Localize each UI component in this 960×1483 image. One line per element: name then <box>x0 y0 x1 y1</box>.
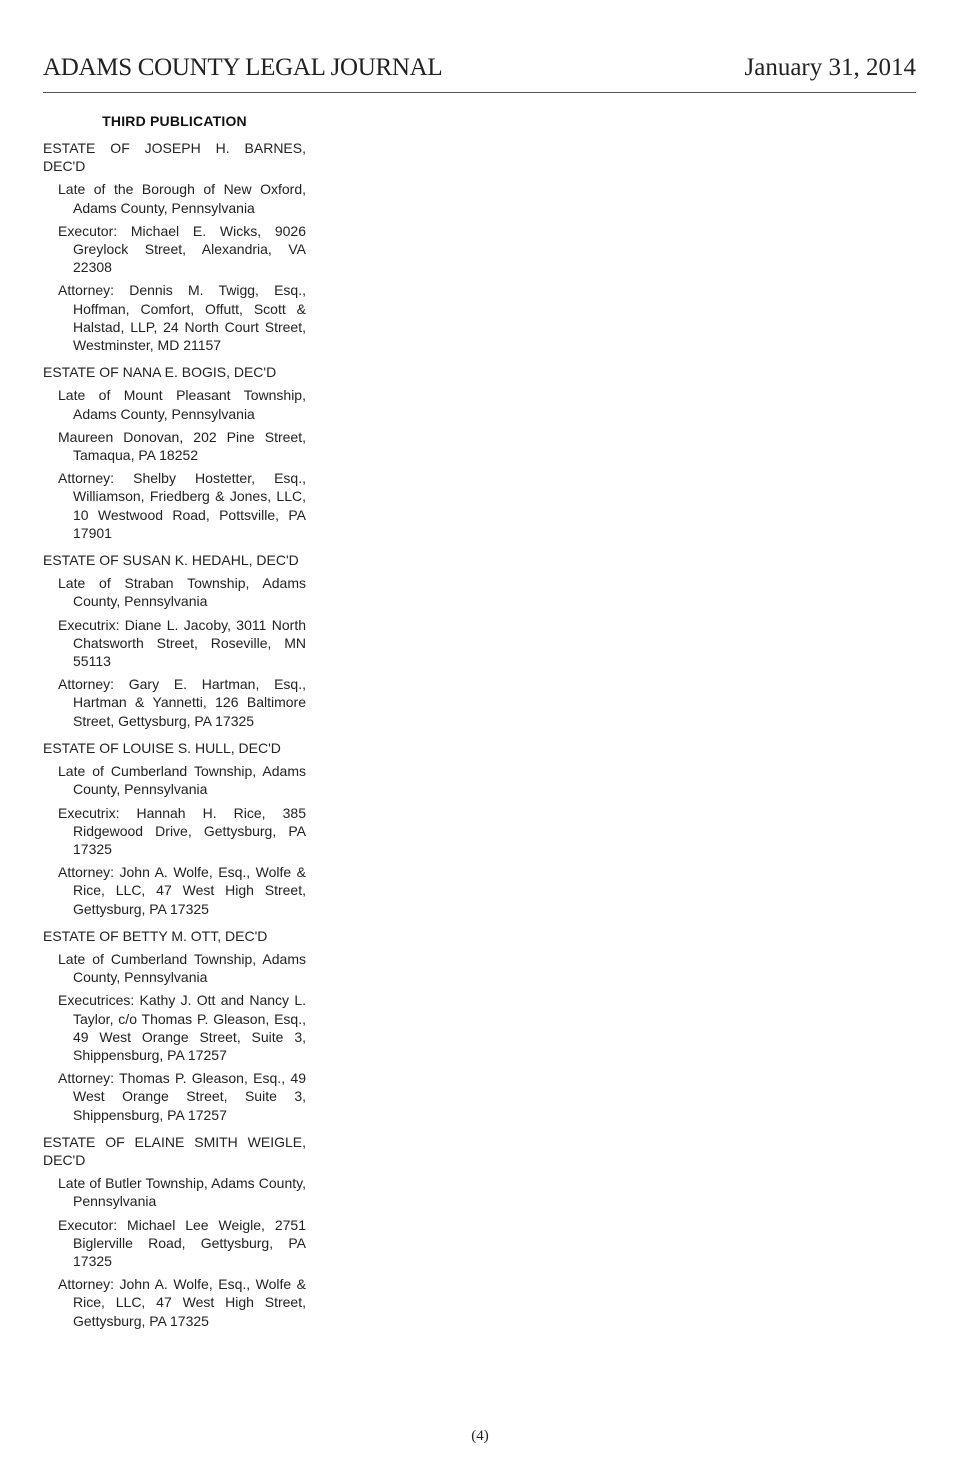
estate-attorney: Attorney: Shelby Hostetter, Esq., Williamson, Friedberg & Jones, LLC, 10 Westwood Road, Pottsville, PA 17901 <box>58 470 306 541</box>
journal-title: ADAMS COUNTY LEGAL JOURNAL <box>43 54 443 81</box>
estate-name: ESTATE OF LOUISE S. HULL, DEC'D <box>43 739 281 756</box>
estate-residence: Late of the Borough of New Oxford, Adams County, Pennsylvania <box>58 181 306 216</box>
estate-name: ESTATE OF NANA E. BOGIS, DEC'D <box>43 364 277 381</box>
estate-notice <box>43 927 306 1124</box>
page-header <box>43 54 916 93</box>
estate-representative: Maureen Donovan, 202 Pine Street, Tamaqua, PA 18252 <box>58 428 306 464</box>
estate-residence: Late of Mount Pleasant Township, Adams County, Pennsylvania <box>58 387 306 422</box>
estate-representative: Executrix: Diane L. Jacoby, 3011 North Chatsworth Street, Roseville, MN 55113 <box>58 616 306 670</box>
estate-notice <box>43 739 306 918</box>
estate-name: ESTATE OF SUSAN K. HEDAHL, DEC'D <box>43 552 299 569</box>
estate-attorney: Attorney: John A. Wolfe, Esq., Wolfe & Rice, LLC, 47 West High Street, Gettysburg, PA 17325 <box>58 864 306 917</box>
estate-attorney: Attorney: Thomas P. Gleason, Esq., 49 West Orange Street, Suite 3, Shippensburg, PA 17257 <box>58 1070 306 1123</box>
estate-residence: Late of Cumberland Township, Adams County, Pennsylvania <box>58 763 306 798</box>
estate-residence: Late of Butler Township, Adams County, Pennsylvania <box>58 1175 306 1210</box>
estate-attorney: Attorney: Gary E. Hartman, Esq., Hartman & Yannetti, 126 Baltimore Street, Gettysburg, PA 17325 <box>58 676 306 729</box>
estate-residence: Late of Cumberland Township, Adams County, Pennsylvania <box>58 950 306 986</box>
estate-notice <box>43 139 306 354</box>
issue-date: January 31, 2014 <box>744 54 916 81</box>
estate-name: ESTATE OF JOSEPH H. BARNES, DEC'D <box>43 140 306 175</box>
page-number: (4) <box>471 1428 489 1444</box>
estate-name: ESTATE OF BETTY M. OTT, DEC'D <box>43 927 268 944</box>
estate-notice <box>43 551 306 730</box>
estate-representative: Executrices: Kathy J. Ott and Nancy L. Taylor, c/o Thomas P. Gleason, Esq., 49 West Orange Street, Suite 3, Shippensburg, PA 17257 <box>58 992 306 1063</box>
estate-representative: Executor: Michael E. Wicks, 9026 Greylock Street, Alexandria, VA 22308 <box>58 222 306 276</box>
estate-notice <box>43 363 306 542</box>
estate-attorney: Attorney: Dennis M. Twigg, Esq., Hoffman, Comfort, Offutt, Scott & Halstad, LLP, 24 North Court Street, Westminster, MD 21157 <box>58 282 306 354</box>
estate-representative: Executor: Michael Lee Weigle, 2751 Biglerville Road, Gettysburg, PA 17325 <box>58 1216 306 1269</box>
notice-column <box>43 113 306 1339</box>
estate-name: ESTATE OF ELAINE SMITH WEIGLE, DEC'D <box>43 1133 306 1168</box>
estate-residence: Late of Straban Township, Adams County, Pennsylvania <box>58 575 306 610</box>
section-heading: THIRD PUBLICATION <box>102 113 247 129</box>
estate-notice <box>43 1133 306 1330</box>
estate-attorney: Attorney: John A. Wolfe, Esq., Wolfe & Rice, LLC, 47 West High Street, Gettysburg, PA 17325 <box>58 1276 306 1329</box>
estate-representative: Executrix: Hannah H. Rice, 385 Ridgewood Drive, Gettysburg, PA 17325 <box>58 804 306 857</box>
